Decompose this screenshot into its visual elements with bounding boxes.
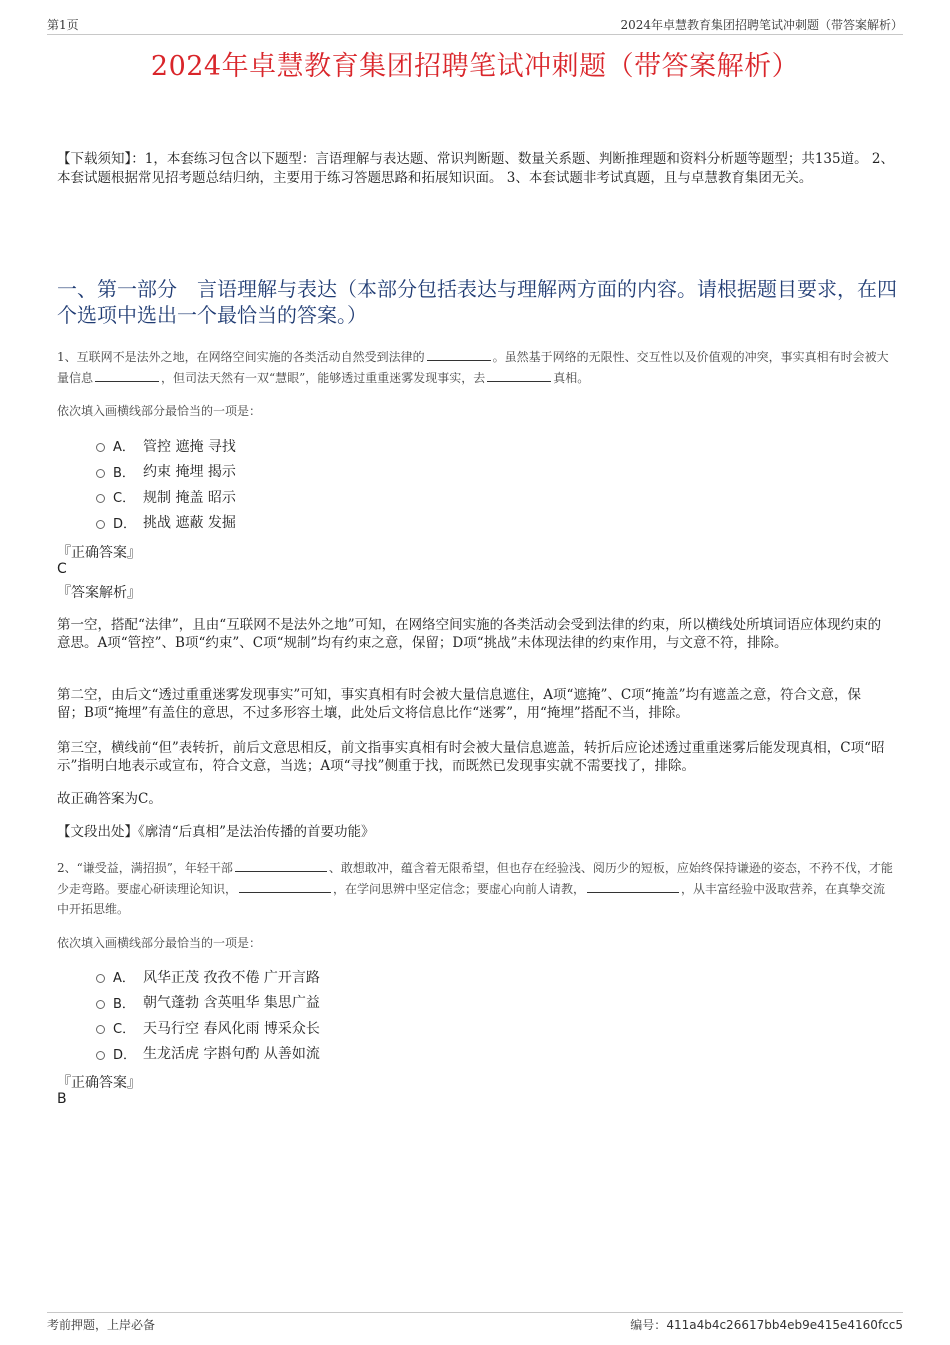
analysis-conclusion: 故正确答案为C。	[57, 791, 162, 807]
option-letter: D．	[113, 1047, 137, 1063]
option-b[interactable]	[96, 990, 320, 1016]
analysis-paragraph-1: 第一空，搭配“法律”，且由“互联网不是法外之地”可知，在网络空间实施的各类活动会受到法律的约束，所以横线处所填词语应体现约束的意思。A项“管控”、B项“约束”、C项“规制”均有约束之意，保留；D项“挑战”未体现法律的约束作用，与文意不符，排除。	[57, 617, 882, 651]
q1-text-part: 。虽然基于网络的无限性、交互性以及价值观的冲突，事实真相有时会被大量信息	[57, 350, 889, 385]
radio-icon[interactable]	[96, 1051, 105, 1060]
option-text: 挑战 遮蔽 发掘	[143, 515, 236, 532]
option-c[interactable]	[96, 484, 236, 510]
option-letter: B．	[113, 465, 135, 481]
radio-icon[interactable]	[96, 494, 105, 503]
option-text: 规制 掩盖 昭示	[143, 489, 236, 506]
correct-answer-label: 『正确答案』	[57, 545, 141, 561]
q2-text-part: ，在学问思辨中坚定信念；要虚心向前人请教，	[333, 882, 586, 896]
q1-text-part: 真相。	[553, 371, 590, 385]
radio-icon[interactable]	[96, 1025, 105, 1034]
question-2-text	[57, 857, 897, 919]
option-b[interactable]	[96, 459, 236, 485]
option-a[interactable]	[96, 964, 320, 990]
footer-slogan: 考前押题，上岸必备	[47, 1318, 156, 1332]
analysis-paragraph-3: 第三空，横线前“但”表转折，前后文意思相反，前文指事实真相有时会被大量信息遮盖，转折后应论述透过重重迷雾后能发现真相，C项“昭示”指明白地表示或宣布，符合文意，当选；A项“寻找”侧重于找，而既然已发现事实就不需要找了，排除。	[57, 740, 885, 774]
page-number: 第1页	[47, 18, 79, 32]
question-1-prompt: 依次填入画横线部分最恰当的一项是：	[57, 404, 262, 418]
option-letter: C．	[113, 1022, 136, 1038]
question-1-options	[96, 433, 236, 535]
option-letter: A．	[113, 440, 135, 456]
answer-blank	[587, 878, 679, 893]
page-title: 2024年卓慧教育集团招聘笔试冲刺题（带答案解析）	[150, 51, 800, 82]
option-letter: D．	[113, 516, 137, 532]
answer-blank	[239, 878, 331, 893]
question-2-options	[96, 964, 320, 1066]
code-value: 411a4b4c26617bb4eb9e415e4160fcc5	[666, 1318, 903, 1332]
option-text: 约束 掩埋 揭示	[143, 464, 236, 481]
radio-icon[interactable]	[96, 443, 105, 452]
option-text: 生龙活虎 字斟句酌 从善如流	[143, 1046, 320, 1063]
option-letter: A．	[113, 971, 135, 987]
analysis-label: 『答案解析』	[57, 585, 141, 601]
q1-text-part: 1、互联网不是法外之地，在网络空间实施的各类活动自然受到法律的	[57, 350, 425, 364]
answer-blank	[235, 857, 327, 872]
correct-answer: C	[57, 561, 67, 577]
correct-answer: B	[57, 1091, 67, 1107]
option-text: 风华正茂 孜孜不倦 广开言路	[143, 969, 320, 986]
answer-blank	[95, 367, 159, 382]
q2-text-part: 、敢想敢冲，蕴含着无限希望，但也存在经验浅、阅历少的短板，应始终保持谦逊的姿态，不矜不伐，才能少走弯路。要虚心研读理论知识，	[57, 861, 893, 896]
analysis-paragraph-2: 第二空，由后文“透过重重迷雾发现事实”可知，事实真相有时会被大量信息遮住，A项“遮掩”、C项“掩盖”均有遮盖之意，符合文意，保留；B项“掩埋”有盖住的意思，不过多形容土壤，此处后文将信息比作“迷雾”，用“掩埋”搭配不当，排除。	[57, 687, 861, 721]
option-d[interactable]	[96, 1041, 320, 1067]
option-d[interactable]	[96, 510, 236, 536]
option-text: 管控 遮掩 寻找	[143, 438, 236, 455]
page-header	[47, 14, 903, 35]
answer-blank	[487, 367, 551, 382]
option-text: 朝气蓬勃 含英咀华 集思广益	[143, 995, 320, 1012]
q2-text-part: 2、“谦受益，满招损”，年轻干部	[57, 861, 233, 875]
radio-icon[interactable]	[96, 469, 105, 478]
correct-answer-label: 『正确答案』	[57, 1075, 141, 1091]
option-text: 天马行空 春风化雨 博采众长	[143, 1020, 320, 1037]
question-2-prompt: 依次填入画横线部分最恰当的一项是：	[57, 936, 262, 950]
q2-text-part: ，从丰富经验中汲取营养，在真挚交流中开拓思维。	[57, 882, 886, 916]
question-1-text	[57, 346, 897, 388]
source-citation: 【文段出处】《廓清“后真相”是法治传播的首要功能》	[57, 824, 375, 840]
code-label: 编号：	[630, 1318, 667, 1332]
option-a[interactable]	[96, 433, 236, 459]
radio-icon[interactable]	[96, 1000, 105, 1009]
footer-code	[630, 1316, 903, 1333]
option-letter: C．	[113, 491, 136, 507]
section-title: 一、第一部分 言语理解与表达（本部分包括表达与理解两方面的内容。请根据题目要求，在四个选项中选出一个最恰当的答案。）	[57, 277, 897, 327]
radio-icon[interactable]	[96, 520, 105, 529]
option-letter: B．	[113, 996, 135, 1012]
header-doc-title: 2024年卓慧教育集团招聘笔试冲刺题（带答案解析）	[620, 18, 903, 32]
q1-text-part: ，但司法天然有一双“慧眼”，能够透过重重迷雾发现事实，去	[161, 371, 486, 385]
answer-blank	[427, 346, 491, 361]
option-c[interactable]	[96, 1015, 320, 1041]
page-footer	[47, 1312, 903, 1333]
radio-icon[interactable]	[96, 974, 105, 983]
download-notice: 【下载须知】：1，本套练习包含以下题型：言语理解与表达题、常识判断题、数量关系题、判断推理题和资料分析题等题型；共135道。 2、本套试题根据常见招考题总结归纳，主要用于练习答题思路和拓展知识面。 3、本套试题非考试真题，且与卓慧教育集团无关。	[57, 151, 894, 186]
